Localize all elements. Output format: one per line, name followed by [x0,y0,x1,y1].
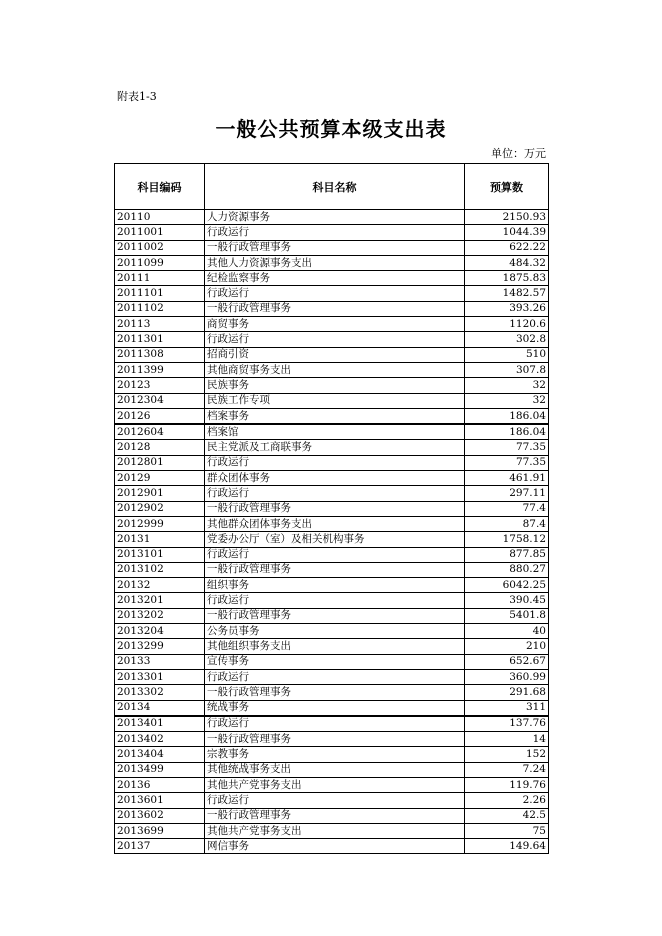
cell-code: 2013404 [115,747,205,762]
table-row [115,286,549,301]
table-row [115,669,549,684]
cell-name: 其他共产党事务支出 [205,823,465,838]
cell-amount: 360.99 [465,669,549,684]
table-row [115,654,549,669]
cell-code: 20123 [115,378,205,393]
table-row [115,732,549,747]
cell-name: 其他群众团体事务支出 [205,516,465,531]
table-row [115,839,549,854]
cell-name: 档案馆 [205,424,465,440]
table-row [115,332,549,347]
cell-name: 宣传事务 [205,654,465,669]
cell-code: 2013602 [115,808,205,823]
table-row [115,486,549,501]
cell-name: 行政运行 [205,669,465,684]
table-row [115,210,549,225]
cell-amount: 42.5 [465,808,549,823]
cell-name: 一般行政管理事务 [205,732,465,747]
cell-amount: 1120.6 [465,317,549,332]
cell-code: 2012801 [115,455,205,470]
cell-name: 一般行政管理事务 [205,685,465,700]
cell-code: 2012901 [115,486,205,501]
cell-code: 2012902 [115,501,205,516]
cell-amount: 622.22 [465,240,549,255]
cell-code: 2013101 [115,547,205,562]
cell-name: 公务员事务 [205,624,465,639]
table-header [115,164,549,210]
cell-amount: 186.04 [465,424,549,440]
unit-label: 单位：万元 [491,147,546,160]
table-row [115,347,549,362]
table-row [115,793,549,808]
cell-amount: 119.76 [465,777,549,792]
cell-code: 20126 [115,408,205,424]
cell-name: 档案事务 [205,408,465,424]
page-title: 一般公共预算本级支出表 [215,117,447,141]
table-row [115,440,549,455]
cell-amount: 291.68 [465,685,549,700]
cell-code: 20133 [115,654,205,669]
cell-code: 20134 [115,700,205,716]
table-row [115,747,549,762]
cell-name: 其他统战事务支出 [205,762,465,777]
table-row [115,777,549,792]
cell-code: 2012304 [115,393,205,408]
cell-amount: 186.04 [465,408,549,424]
cell-code: 2011399 [115,362,205,377]
budget-table [114,163,549,854]
table-row [115,471,549,486]
cell-amount: 652.67 [465,654,549,669]
cell-code: 2013499 [115,762,205,777]
cell-amount: 210 [465,639,549,654]
cell-amount: 87.4 [465,516,549,531]
cell-name: 行政运行 [205,793,465,808]
cell-name: 其他商贸事务支出 [205,362,465,377]
cell-amount: 390.45 [465,593,549,608]
cell-amount: 302.8 [465,332,549,347]
cell-name: 宗教事务 [205,747,465,762]
cell-amount: 307.8 [465,362,549,377]
cell-name: 人力资源事务 [205,210,465,225]
cell-amount: 311 [465,700,549,716]
cell-code: 20129 [115,471,205,486]
cell-amount: 484.32 [465,255,549,270]
table-row [115,639,549,654]
cell-code: 2011001 [115,225,205,240]
cell-code: 2012604 [115,424,205,440]
cell-code: 2013202 [115,608,205,623]
cell-amount: 6042.25 [465,578,549,593]
table-row [115,823,549,838]
cell-amount: 461.91 [465,471,549,486]
cell-name: 组织事务 [205,578,465,593]
cell-name: 招商引资 [205,347,465,362]
table-row [115,240,549,255]
table-row [115,378,549,393]
cell-amount: 1044.39 [465,225,549,240]
table-row [115,317,549,332]
table-row [115,532,549,547]
table-row [115,716,549,732]
cell-code: 2013201 [115,593,205,608]
cell-name: 民族事务 [205,378,465,393]
cell-code: 2013299 [115,639,205,654]
cell-code: 2011101 [115,286,205,301]
header-amount: 预算数 [465,164,549,210]
cell-code: 2013401 [115,716,205,732]
cell-code: 2013301 [115,669,205,684]
table-body [115,210,549,854]
cell-amount: 877.85 [465,547,549,562]
cell-name: 一般行政管理事务 [205,501,465,516]
table-row [115,255,549,270]
cell-code: 2013204 [115,624,205,639]
cell-name: 行政运行 [205,716,465,732]
cell-code: 20111 [115,271,205,286]
cell-amount: 149.64 [465,839,549,854]
cell-amount: 7.24 [465,762,549,777]
table-row [115,424,549,440]
table-row [115,225,549,240]
cell-amount: 77.4 [465,501,549,516]
cell-name: 一般行政管理事务 [205,608,465,623]
cell-code: 2012999 [115,516,205,531]
cell-code: 2013601 [115,793,205,808]
table-row [115,608,549,623]
cell-amount: 32 [465,393,549,408]
table-row [115,547,549,562]
cell-name: 群众团体事务 [205,471,465,486]
cell-amount: 1482.57 [465,286,549,301]
table-row [115,685,549,700]
cell-code: 20113 [115,317,205,332]
cell-amount: 77.35 [465,440,549,455]
cell-code: 2011308 [115,347,205,362]
cell-name: 行政运行 [205,332,465,347]
cell-code: 2011301 [115,332,205,347]
cell-code: 2013302 [115,685,205,700]
cell-name: 网信事务 [205,839,465,854]
cell-amount: 393.26 [465,301,549,316]
table-row [115,624,549,639]
cell-code: 2013402 [115,732,205,747]
cell-code: 2011002 [115,240,205,255]
cell-amount: 2.26 [465,793,549,808]
table-row [115,501,549,516]
cell-amount: 152 [465,747,549,762]
cell-code: 20137 [115,839,205,854]
cell-amount: 510 [465,347,549,362]
cell-code: 20131 [115,532,205,547]
cell-name: 纪检监察事务 [205,271,465,286]
cell-name: 统战事务 [205,700,465,716]
cell-amount: 14 [465,732,549,747]
cell-name: 其他共产党事务支出 [205,777,465,792]
cell-amount: 40 [465,624,549,639]
cell-code: 20136 [115,777,205,792]
cell-name: 一般行政管理事务 [205,808,465,823]
cell-name: 一般行政管理事务 [205,301,465,316]
cell-name: 行政运行 [205,486,465,501]
cell-code: 20128 [115,440,205,455]
cell-amount: 5401.8 [465,608,549,623]
table-row [115,362,549,377]
cell-name: 行政运行 [205,547,465,562]
header-name: 科目名称 [205,164,465,210]
table-row [115,408,549,424]
cell-amount: 297.11 [465,486,549,501]
cell-name: 一般行政管理事务 [205,240,465,255]
header-row [115,164,549,210]
cell-name: 行政运行 [205,286,465,301]
cell-amount: 137.76 [465,716,549,732]
cell-amount: 2150.93 [465,210,549,225]
cell-code: 2011102 [115,301,205,316]
cell-name: 行政运行 [205,593,465,608]
table-row [115,455,549,470]
cell-name: 商贸事务 [205,317,465,332]
cell-name: 其他组织事务支出 [205,639,465,654]
table-row [115,700,549,716]
table-row [115,762,549,777]
cell-name: 行政运行 [205,225,465,240]
cell-amount: 1758.12 [465,532,549,547]
cell-name: 其他人力资源事务支出 [205,255,465,270]
cell-name: 民主党派及工商联事务 [205,440,465,455]
cell-amount: 77.35 [465,455,549,470]
table-row [115,562,549,577]
annex-label: 附表1-3 [117,90,157,103]
cell-code: 2013699 [115,823,205,838]
cell-amount: 880.27 [465,562,549,577]
cell-amount: 75 [465,823,549,838]
cell-name: 民族工作专项 [205,393,465,408]
table-row [115,393,549,408]
cell-amount: 32 [465,378,549,393]
table-row [115,271,549,286]
cell-name: 行政运行 [205,455,465,470]
table-row [115,301,549,316]
table-row [115,578,549,593]
cell-name: 一般行政管理事务 [205,562,465,577]
cell-code: 2011099 [115,255,205,270]
cell-name: 党委办公厅（室）及相关机构事务 [205,532,465,547]
header-code: 科目编码 [115,164,205,210]
cell-code: 20132 [115,578,205,593]
cell-amount: 1875.83 [465,271,549,286]
table-row [115,593,549,608]
table-row [115,808,549,823]
cell-code: 20110 [115,210,205,225]
cell-code: 2013102 [115,562,205,577]
table-row [115,516,549,531]
